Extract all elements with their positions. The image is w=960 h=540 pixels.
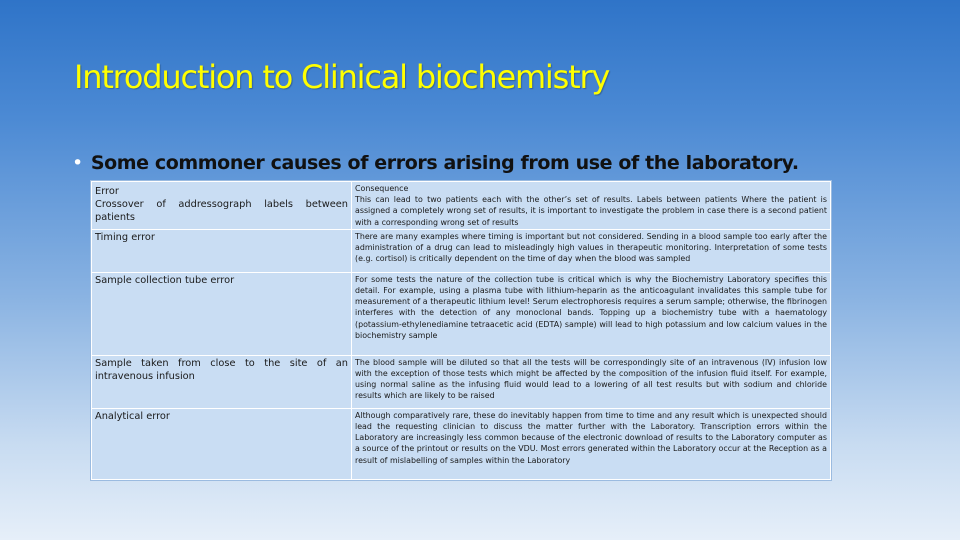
slide-title: Introduction to Clinical biochemistry (74, 58, 610, 96)
consequence-cell: There are many examples where timing is important but not considered. Sending in a blood sample too early after the administration of a drug can lead to misleadingly high values in therapeutic monitoring. Interpretation of some tests (e.g. cortisol) is critically dependent on the time of day when the blood was sampled (352, 230, 830, 272)
table-row (92, 273, 830, 355)
errors-table (90, 180, 832, 481)
consequence-cell: The blood sample will be diluted so that all the tests will be correspondingly site of an intravenous (IV) infusion low with the exception of those tests which might be affected by the composition of the infusion fluid itself. For example, using normal saline as the infusing fluid would lead to a lowering of all test results but with sodium and chloride results which are likely to be raised (352, 356, 830, 408)
error-cell-text: Crossover of addressograph labels between patients (95, 199, 348, 223)
error-cell: Sample collection tube error (92, 273, 351, 355)
table-row (92, 409, 830, 479)
table-cell-error (92, 182, 351, 229)
table-row (92, 356, 830, 408)
error-cell: Analytical error (92, 409, 351, 479)
table-row (92, 182, 830, 229)
error-cell: Timing error (92, 230, 351, 272)
bullet-dot-icon: • (72, 152, 83, 174)
header-consequence: Consequence (355, 184, 409, 193)
table-row (92, 230, 830, 272)
bullet-text: Some commoner causes of errors arising from use of the laboratory. (90, 152, 799, 174)
consequence-cell-text: This can lead to two patients each with the other’s set of results. Labels between patients Where the patient is assigned a completely wrong set of results, it is important to investigate the problem in case there is a second patient with a corresponding wrong set of results (355, 195, 827, 227)
bullet-point (72, 152, 799, 174)
consequence-cell: Although comparatively rare, these do inevitably happen from time to time and any result which is unexpected should lead the requesting clinician to discuss the matter further with the Laboratory. Transcription errors within the Laboratory are increasingly less common because of the electronic download of results to the Laboratory computer as a source of the printout or results on the VDU. Most errors generated within the Laboratory occur at the Reception as a result of mislabelling of samples within the Laboratory (352, 409, 830, 479)
consequence-cell: For some tests the nature of the collection tube is critical which is why the Biochemistry Laboratory specifies this detail. For example, using a plasma tube with lithium-heparin as the anticoagulant invalidates this sample tube for measurement of a therapeutic lithium level! Serum electrophoresis requires a serum sample; otherwise, the fibrinogen interferes with the detection of any monoclonal bands. Topping up a biochemistry tube with a haematology (potassium-ethylenediamine tetraacetic acid (EDTA) sample) will lead to high potassium and low calcium values in the biochemistry sample (352, 273, 830, 355)
table-cell-consequence (352, 182, 830, 229)
errors-table-container (90, 180, 832, 481)
header-error: Error (95, 186, 119, 197)
error-cell: Sample taken from close to the site of an intravenous infusion (92, 356, 351, 408)
